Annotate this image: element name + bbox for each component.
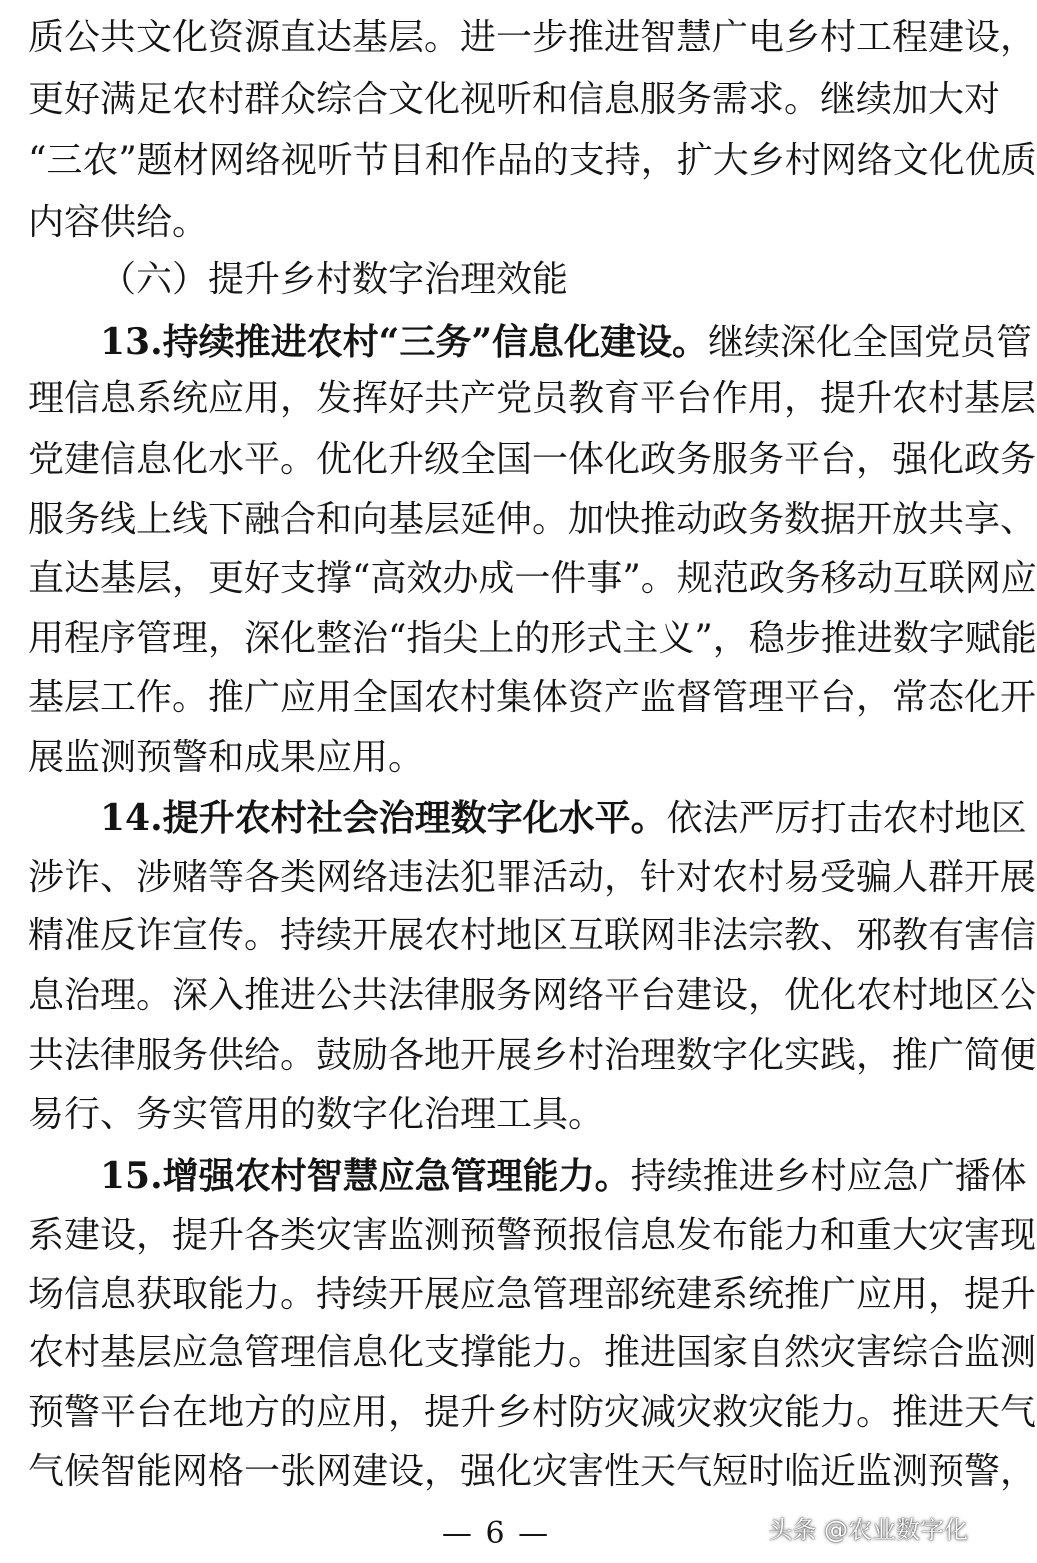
paragraph-line: 更好满足农村群众综合文化视听和信息服务需求。继续加大对 (28, 79, 1001, 120)
paragraph-line: 依法严厉打击农村地区 (666, 798, 1027, 839)
paragraph-line: 精准反诈宣传。持续开展农村地区互联网非法宗教、邪教有害信 (28, 915, 1037, 956)
paragraph-line: 直达基层，更好支撑“高效办成一件事”。规范政务移动互联网应 (28, 558, 1037, 599)
paragraph-line: 农村基层应急管理信息化支撑能力。推进国家自然灾害综合监测 (28, 1332, 1037, 1373)
paragraph-line: 党建信息化水平。优化升级全国一体化政务服务平台，强化政务 (28, 439, 1037, 480)
paragraph-line: “三农”题材网络视听节目和作品的支持，扩大乡村网络文化优质 (28, 140, 1037, 181)
section-heading: （六）提升乡村数字治理效能 (100, 259, 569, 300)
paragraph-15-title: 15.增强农村智慧应急管理能力。 (100, 1155, 631, 1197)
paragraph-line: 息治理。深入推进公共法律服务网络平台建设，优化农村地区公 (28, 975, 1037, 1016)
paragraph-13-title: 13.持续推进农村“三务”信息化建设。 (100, 321, 709, 363)
paragraph-13-first-line (100, 314, 1033, 370)
paragraph-line: 服务线上线下融合和向基层延伸。加快推动政务数据开放共享、 (28, 499, 1037, 540)
paragraph-line: 展监测预警和成果应用。 (28, 737, 425, 778)
source-watermark: 头条 @农业数字化 (768, 1516, 968, 1544)
paragraph-line: 基层工作。推广应用全国农村集体资产监督管理平台，常态化开 (28, 677, 1037, 718)
paragraph-line: 继续深化全国党员管 (708, 322, 1033, 363)
paragraph-14-first-line (100, 790, 1027, 846)
paragraph-line: 持续推进乡村应急广播体 (630, 1156, 1027, 1197)
paragraph-line: 气候智能网格一张网建设，强化灾害性天气短时临近监测预警， (28, 1451, 1037, 1492)
paragraph-15-first-line (100, 1148, 1027, 1204)
paragraph-line: 涉诈、涉赌等各类网络违法犯罪活动，针对农村易受骗人群开展 (28, 857, 1037, 898)
paragraph-line: 预警平台在地方的应用，提升乡村防灾减灾救灾能力。推进天气 (28, 1392, 1037, 1433)
page-number: — 6 — (441, 1516, 551, 1551)
paragraph-line: 用程序管理，深化整治“指尖上的形式主义”，稳步推进数字赋能 (28, 618, 1037, 659)
paragraph-line: 理信息系统应用，发挥好共产党员教育平台作用，提升农村基层 (28, 378, 1037, 419)
paragraph-line: 质公共文化资源直达基层。进一步推进智慧广电乡村工程建设， (28, 17, 1037, 58)
paragraph-14-title: 14.提升农村社会治理数字化水平。 (100, 797, 667, 839)
paragraph-line: 共法律服务供给。鼓励各地开展乡村治理数字化实践，推广简便 (28, 1035, 1037, 1076)
paragraph-line: 内容供给。 (28, 202, 209, 243)
paragraph-line: 系建设，提升各类灾害监测预警预报信息发布能力和重大灾害现 (28, 1215, 1037, 1256)
paragraph-line: 场信息获取能力。持续开展应急管理部统建系统推广应用，提升 (28, 1274, 1037, 1315)
paragraph-line: 易行、务实管用的数字化治理工具。 (28, 1094, 605, 1135)
